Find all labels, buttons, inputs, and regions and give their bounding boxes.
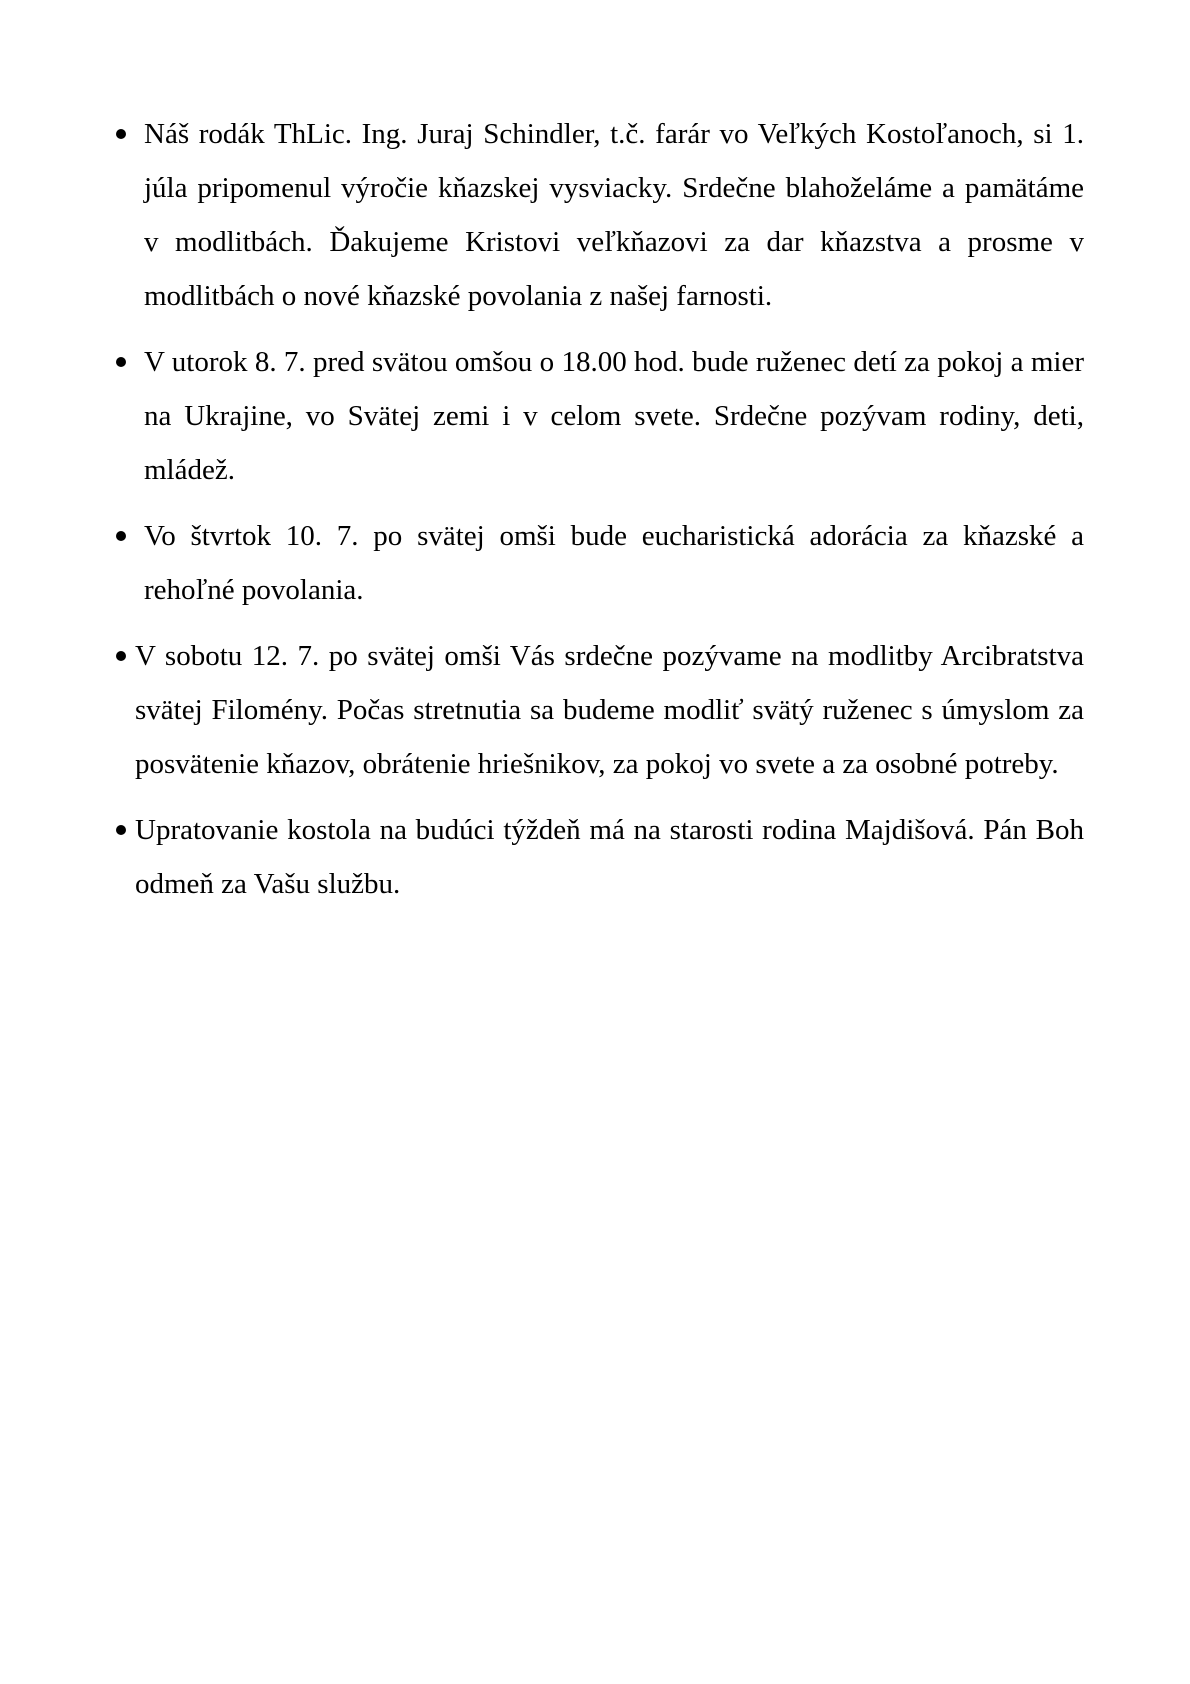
announcement-text: Upratovanie kostola na budúci týždeň má na starosti rodina Majdišová. Pán Boh odmeň za Vašu službu.	[135, 814, 1084, 900]
announcement-text: Vo štvrtok 10. 7. po svätej omši bude eucharistická adorácia za kňazské a rehoľné povolania.	[144, 520, 1084, 606]
announcement-item	[116, 629, 1084, 791]
announcement-text: Náš rodák ThLic. Ing. Juraj Schindler, t.č. farár vo Veľkých Kostoľanoch, si 1. júla pripomenul výročie kňazskej vysviacky. Srdečne blahoželáme a pamätáme v modlitbách. Ďakujeme Kristovi veľkňazovi za dar kňazstva a prosme v modlitbách o nové kňazské povolania z našej farnosti.	[144, 118, 1084, 312]
announcement-text: V utorok 8. 7. pred svätou omšou o 18.00 hod. bude ruženec detí za pokoj a mier na Ukrajine, vo Svätej zemi i v celom svete. Srdečne pozývam rodiny, deti, mládež.	[144, 346, 1084, 486]
announcement-item	[116, 803, 1084, 911]
announcement-list	[116, 107, 1084, 923]
announcement-text: V sobotu 12. 7. po svätej omši Vás srdečne pozývame na modlitby Arcibratstva svätej Filomény. Počas stretnutia sa budeme modliť svätý ruženec s úmyslom za posvätenie kňazov, obrátenie hriešnikov, za pokoj vo svete a za osobné potreby.	[135, 640, 1084, 780]
bullet-icon	[116, 129, 126, 139]
bullet-icon	[116, 531, 126, 541]
announcement-item	[116, 335, 1084, 497]
bullet-icon	[116, 357, 126, 367]
bullet-icon	[116, 825, 126, 835]
announcement-item	[116, 509, 1084, 617]
announcement-item	[116, 107, 1084, 323]
bullet-icon	[116, 651, 126, 661]
